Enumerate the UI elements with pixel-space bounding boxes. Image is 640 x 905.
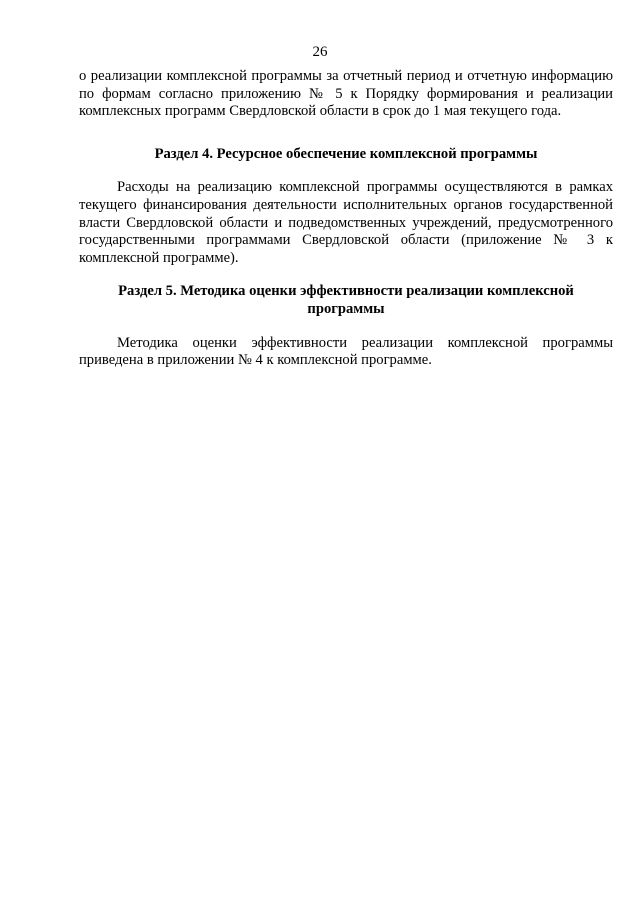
section-4-heading: Раздел 4. Ресурсное обеспечение комплексной программы [154, 145, 538, 162]
section-5-heading: Раздел 5. Методика оценки эффективности реализации комплексной программы [118, 283, 574, 317]
document-body [79, 68, 613, 370]
paragraph-reporting: о реализации комплексной программы за отчетный период и отчетную информацию по формам согласно приложению № 5 к Порядку формирования и реализации комплексных программ Свердловской области в срок до 1 мая текущего года. [79, 68, 613, 120]
paragraph-funding: Расходы на реализацию комплексной программы осуществляются в рамках текущего финансирования деятельности исполнительных органов государственной власти Свердловской области и подведомственных учреждений, предусмотренного государственными программами Свердловской области (приложение № 3 к комплексной программе). [79, 179, 613, 266]
page-number: 26 [312, 44, 328, 60]
paragraph-methodology: Методика оценки эффективности реализации комплексной программы приведена в приложении № 4 к комплексной программе. [79, 334, 613, 369]
